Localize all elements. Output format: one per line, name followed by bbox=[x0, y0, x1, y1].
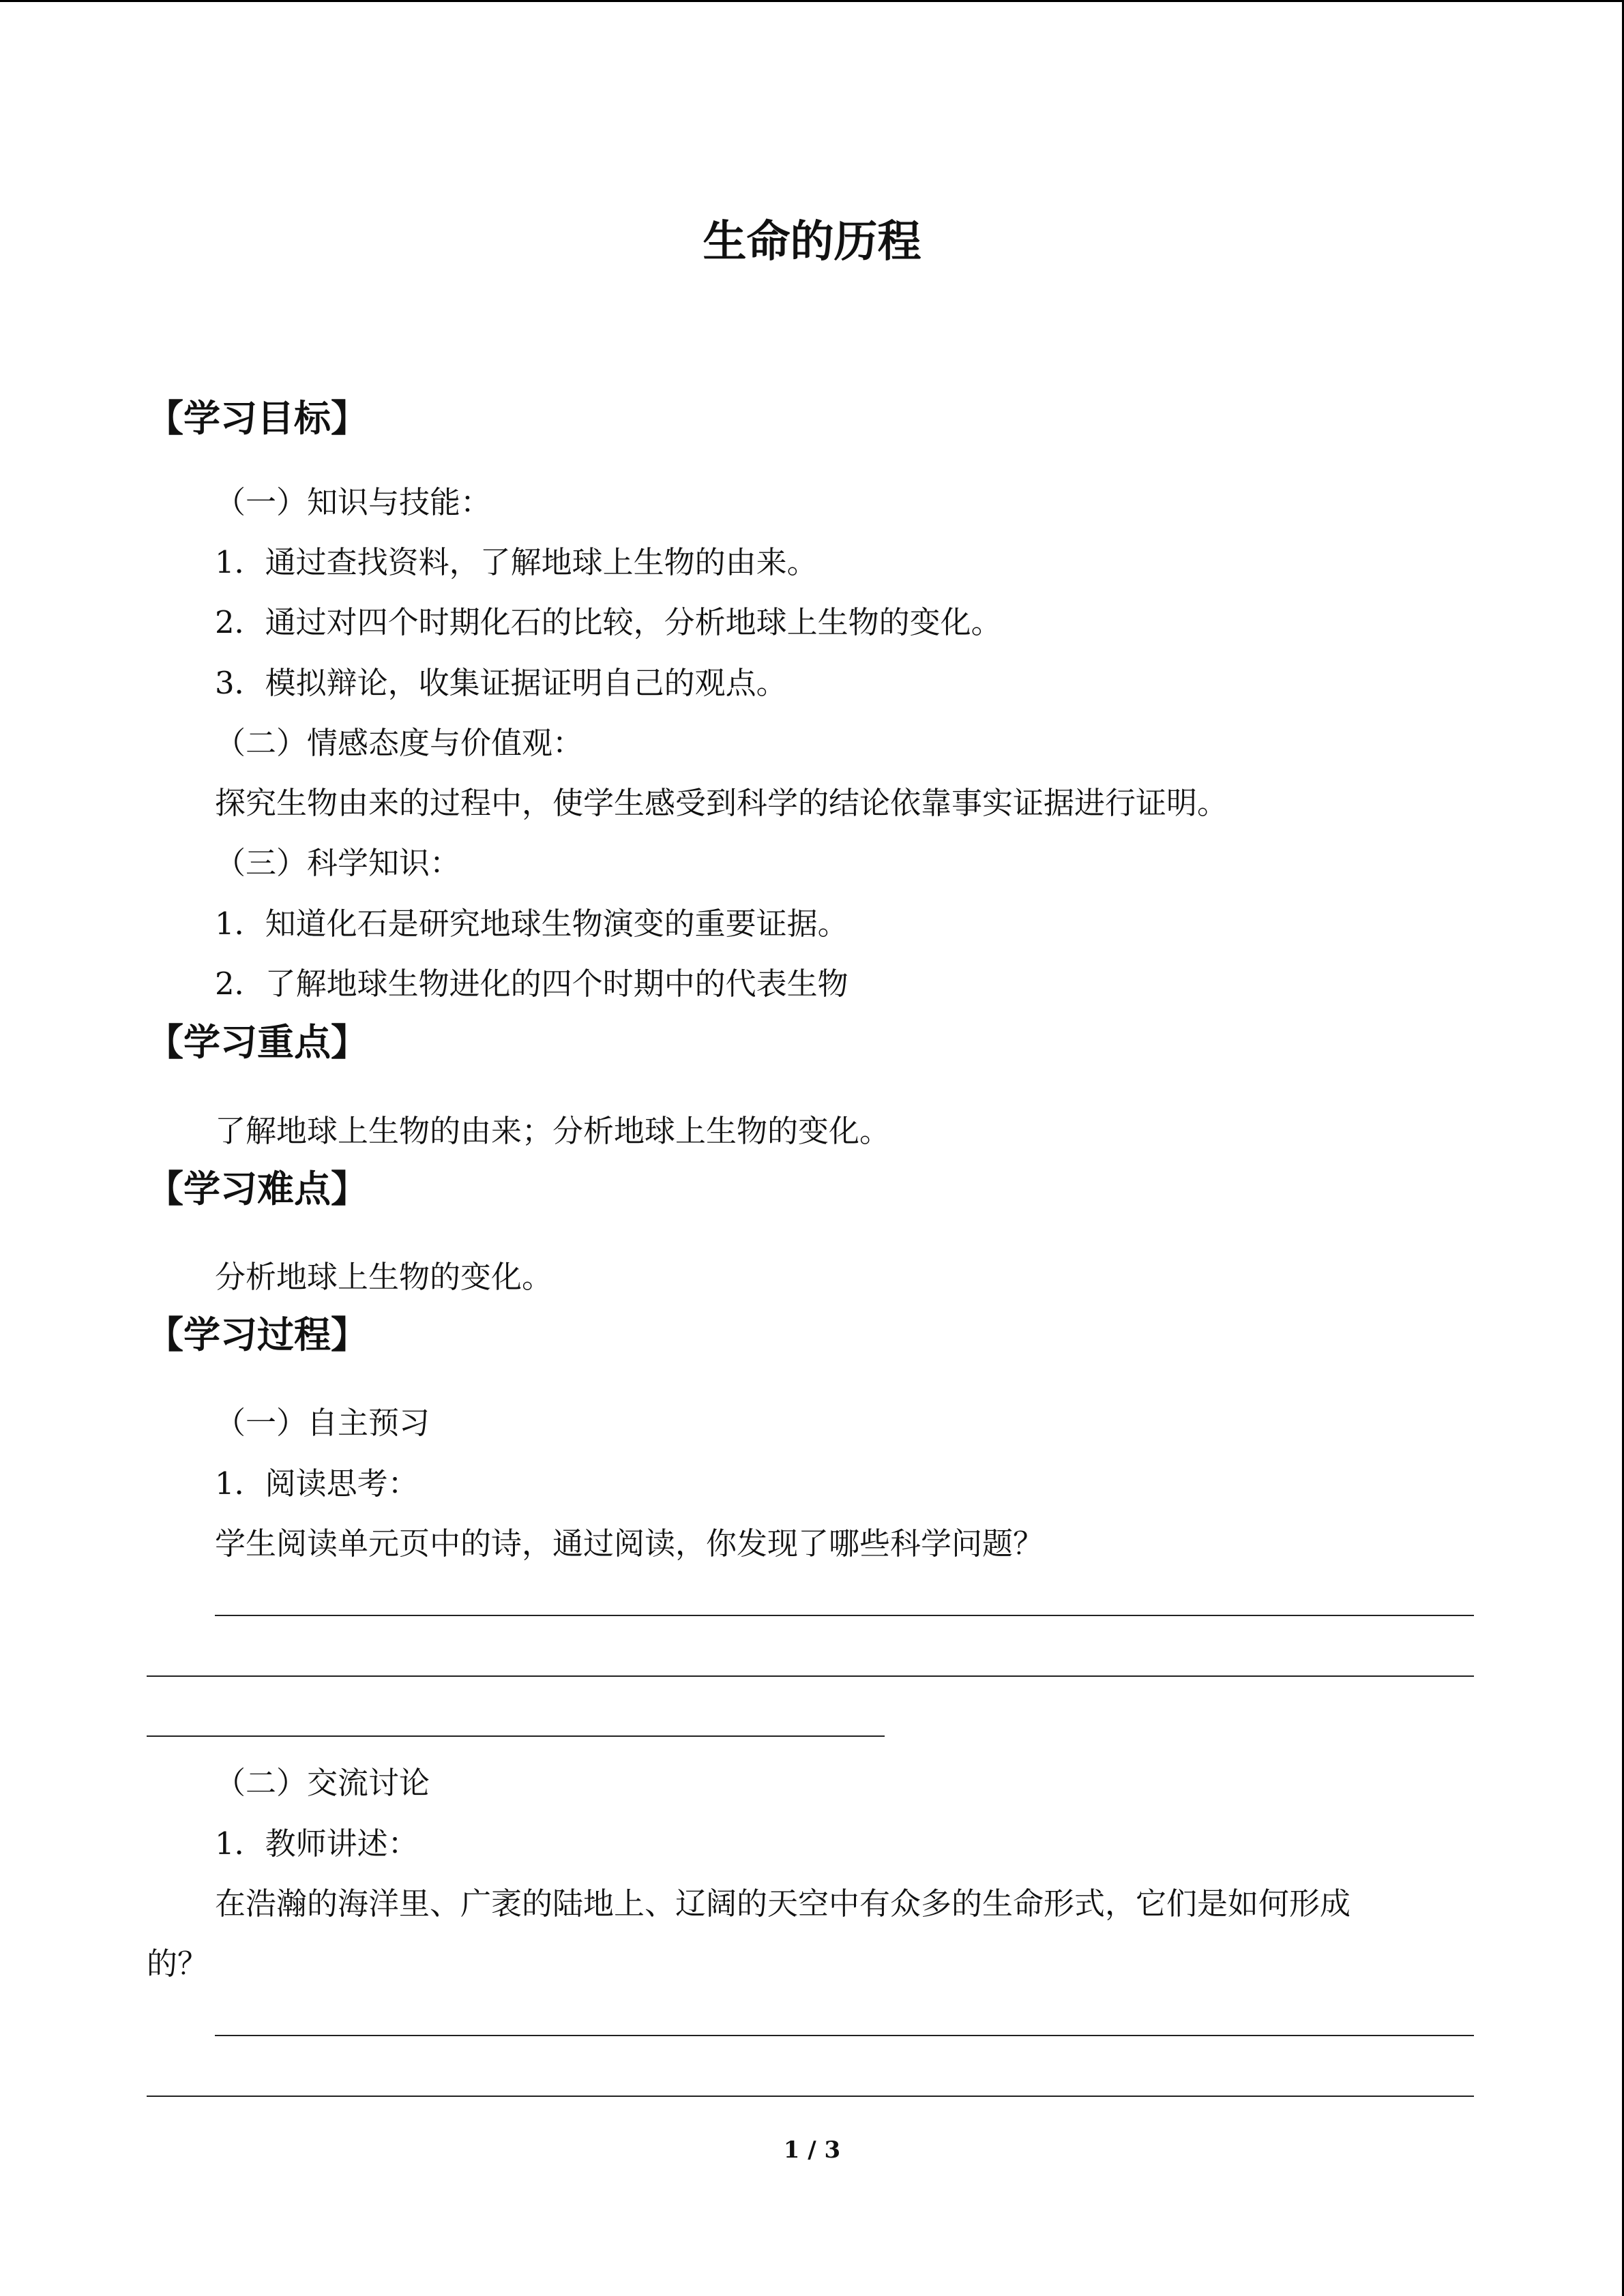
objective-line: 探究生物由来的过程中，使学生感受到科学的结论依靠事实证据进行证明。 bbox=[215, 785, 1228, 821]
process-line: 在浩瀚的海洋里、广袤的陆地上、辽阔的天空中有众多的生命形式，它们是如何形成 bbox=[215, 1885, 1351, 1922]
process-line: （二）交流讨论 bbox=[215, 1765, 430, 1801]
objective-line: 1．通过查找资料，了解地球上生物的由来。 bbox=[215, 544, 818, 580]
page-number: 1 / 3 bbox=[783, 2136, 841, 2164]
objective-line: （二）情感态度与价值观： bbox=[215, 725, 584, 761]
section-heading-objectives: 【学习目标】 bbox=[147, 397, 368, 440]
answer-line[interactable] bbox=[147, 2096, 1474, 2097]
objective-line: 3．模拟辩论，收集证据证明自己的观点。 bbox=[215, 665, 787, 701]
objective-line: 2．了解地球生物进化的四个时期中的代表生物 bbox=[215, 966, 848, 1002]
objective-line: 1．知道化石是研究地球生物演变的重要证据。 bbox=[215, 906, 848, 942]
process-line: （一）自主预习 bbox=[215, 1405, 430, 1441]
section-heading-difficulties: 【学习难点】 bbox=[147, 1167, 368, 1210]
process-line: 1．阅读思考： bbox=[215, 1465, 419, 1502]
objective-line: （一）知识与技能： bbox=[215, 484, 492, 520]
answer-line[interactable] bbox=[215, 1615, 1474, 1616]
answer-line[interactable] bbox=[215, 2035, 1474, 2036]
process-line: 1．教师讲述： bbox=[215, 1825, 419, 1862]
answer-line[interactable] bbox=[147, 1675, 1474, 1677]
process-line: 的？ bbox=[147, 1945, 209, 1982]
objective-line: 2．通过对四个时期化石的比较，分析地球上生物的变化。 bbox=[215, 604, 1002, 640]
objective-line: （三）科学知识： bbox=[215, 845, 461, 881]
key-point-line: 了解地球上生物的由来；分析地球上生物的变化。 bbox=[215, 1113, 891, 1149]
section-heading-process: 【学习过程】 bbox=[147, 1313, 368, 1356]
page-title: 生命的历程 bbox=[703, 217, 921, 267]
section-heading-key-points: 【学习重点】 bbox=[147, 1021, 368, 1064]
process-line: 学生阅读单元页中的诗，通过阅读，你发现了哪些科学问题？ bbox=[215, 1525, 1044, 1562]
difficulty-line: 分析地球上生物的变化。 bbox=[215, 1259, 553, 1295]
answer-line[interactable] bbox=[147, 1735, 885, 1737]
